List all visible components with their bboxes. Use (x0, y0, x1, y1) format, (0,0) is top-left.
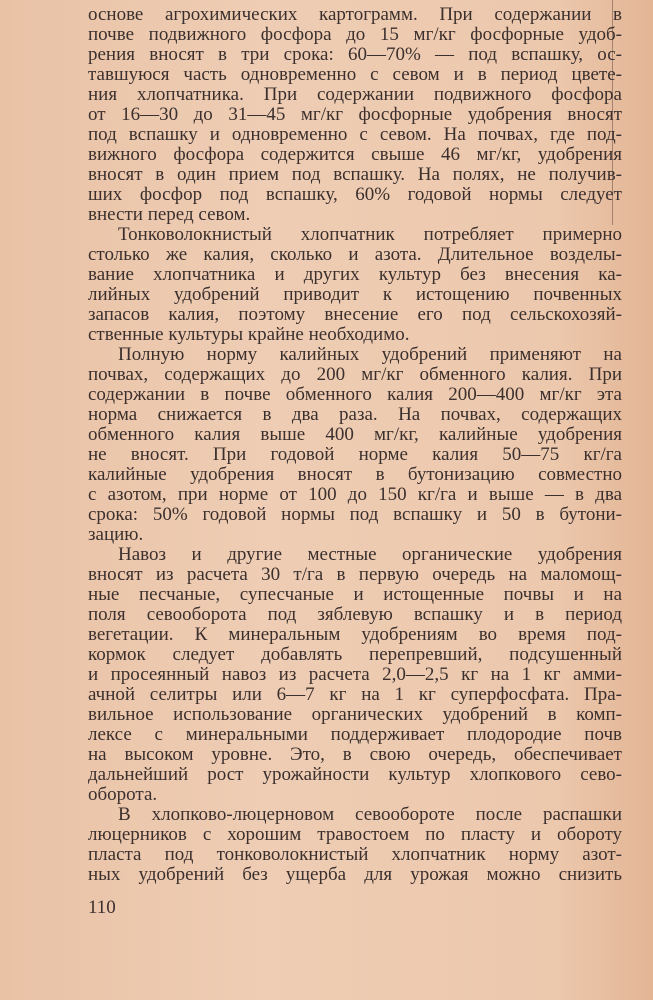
text-line: внести перед севом. (88, 205, 251, 225)
text-line: пласта под тонковолокнистый хлопчатник норму азот- (88, 845, 622, 865)
text-line: оборота. (88, 785, 158, 805)
text-line: ших фосфор под вспашку, 60% годовой нормы следует (88, 185, 622, 205)
text-line: на высоком уровне. Это, в свою очередь, обеспечивает (88, 745, 622, 765)
text-line: и просеянный навоз из расчета 2,0—2,5 кг на 1 кг амми- (88, 665, 622, 685)
text-line: люцерников с хорошим травостоем по пласту и обороту (88, 825, 622, 845)
text-line: калийные удобрения вносят в бутонизацию совместно (88, 465, 622, 485)
text-line: не вносят. При годовой норме калия 50—75 кг/га (88, 445, 622, 465)
text-line: ственные культуры крайне необходимо. (88, 325, 410, 345)
text-line: срока: 50% годовой нормы под вспашку и 50 в бутони- (88, 505, 622, 525)
text-line: лексе с минеральными поддерживает плодородие почв (88, 725, 622, 745)
text-line: вижного фосфора содержится свыше 46 мг/кг, удобрения (88, 145, 622, 165)
text-line: ачной селитры или 6—7 кг на 1 кг суперфосфата. Пра- (88, 685, 622, 705)
text-line: Навоз и другие местные органические удобрения (118, 545, 622, 565)
page-number: 110 (88, 897, 116, 918)
text-line: тавшуюся часть одновременно с севом и в период цвете- (88, 65, 622, 85)
paragraph-manure (88, 545, 622, 805)
paragraph-potassium-norm (88, 345, 622, 545)
text-line: рения вносят в три срока: 60—70% — под вспашку, ос- (88, 45, 622, 65)
text-line: лийных удобрений приводит к истощению почвенных (88, 285, 622, 305)
text-line: ных удобрений без ущерба для урожая можно снизить (88, 865, 622, 885)
text-line: вегетации. К минеральным удобрениям во время под- (88, 625, 622, 645)
text-line: почвах, содержащих до 200 мг/кг обменного калия. При (88, 365, 622, 385)
text-line: от 16—30 до 31—45 мг/кг фосфорные удобрения вносят (88, 105, 622, 125)
text-line: основе агрохимических картограмм. При содержании в (88, 5, 622, 25)
text-line: вильное использование органических удобрений в комп- (88, 705, 622, 725)
text-line: содержании в почве обменного калия 200—400 мг/кг эта (88, 385, 622, 405)
text-line: вносят в один прием под вспашку. На полях, не получив- (88, 165, 622, 185)
text-line: с азотом, при норме от 100 до 150 кг/га и выше — в два (88, 485, 622, 505)
text-body (88, 5, 622, 885)
text-line: почве подвижного фосфора до 15 мг/кг фосфорные удоб- (88, 25, 622, 45)
text-line: столько же калия, сколько и азота. Длительное возделы- (88, 245, 622, 265)
text-line: В хлопково-люцерновом севообороте после распашки (118, 805, 622, 825)
text-line: вание хлопчатника и других культур без внесения ка- (88, 265, 622, 285)
text-line: дальнейший рост урожайности культур хлопкового сево- (88, 765, 622, 785)
paragraph-potassium-need (88, 225, 622, 345)
text-line: под вспашку и одновременно с севом. На почвах, где под- (88, 125, 622, 145)
text-line: норма снижается в два раза. На почвах, содержащих (88, 405, 622, 425)
paragraph-crop-rotation (88, 805, 622, 885)
text-line: обменного калия выше 400 мг/кг, калийные удобрения (88, 425, 622, 445)
text-line: Полную норму калийных удобрений применяют на (118, 345, 622, 365)
text-line: Тонковолокнистый хлопчатник потребляет примерно (118, 225, 622, 245)
text-line: ные песчаные, супесчаные и истощенные почвы и на (88, 585, 622, 605)
text-line: поля севооборота под зяблевую вспашку и в период (88, 605, 622, 625)
paragraph-phosphorus (88, 5, 622, 225)
text-line: ния хлопчатника. При содержании подвижного фосфора (88, 85, 622, 105)
text-line: вносят из расчета 30 т/га в первую очередь на маломощ- (88, 565, 622, 585)
text-line: кормок следует добавлять перепревший, подсушенный (88, 645, 622, 665)
text-line: запасов калия, поэтому внесение его под сельскохозяй- (88, 305, 622, 325)
text-line: зацию. (88, 525, 144, 545)
